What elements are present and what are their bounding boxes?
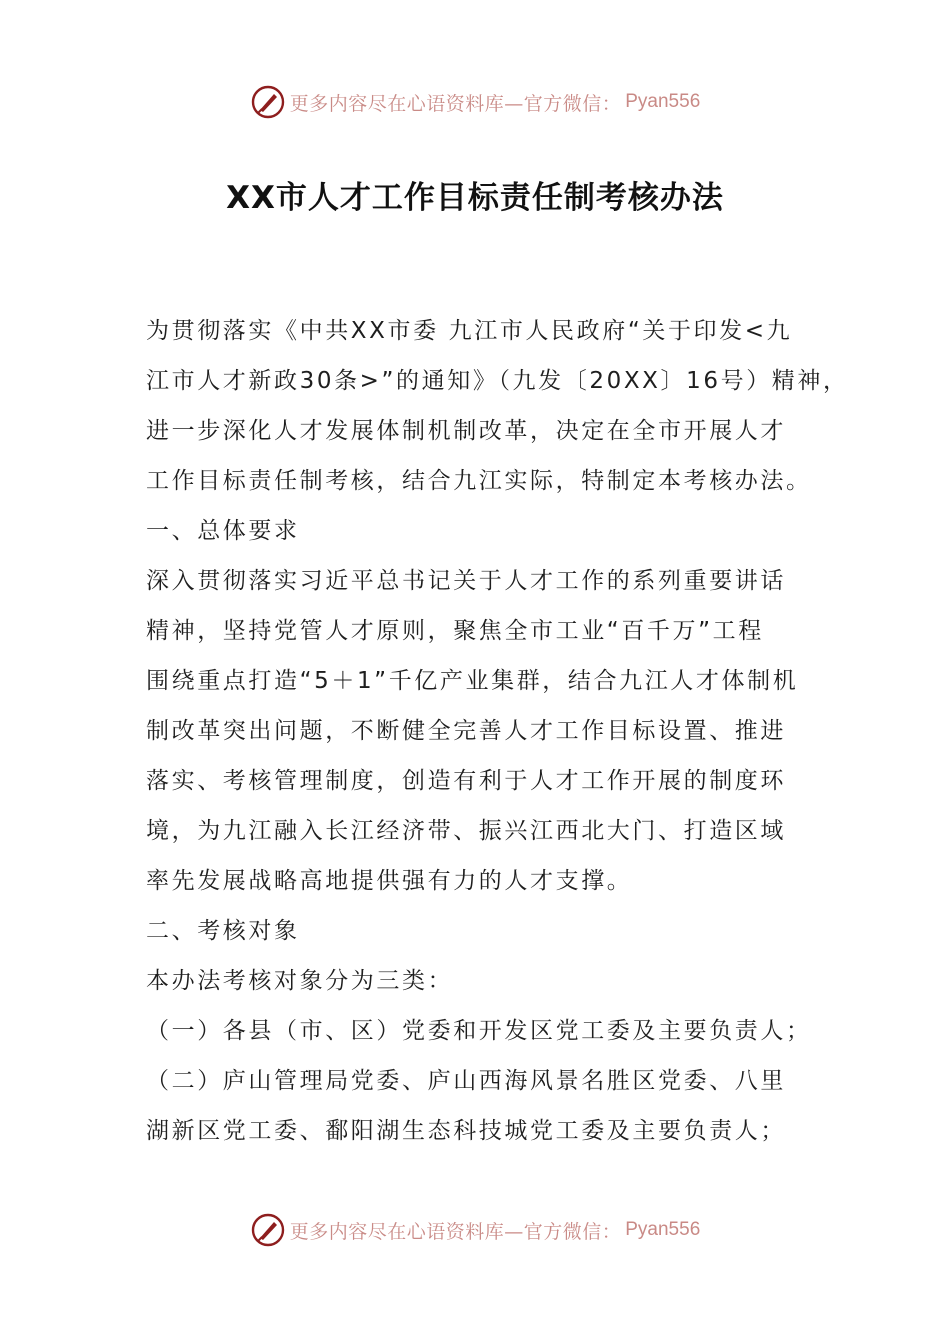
body-line: 进一步深化人才发展体制机制改革，决定在全市开展人才 (146, 418, 786, 444)
section-heading: 一、总体要求 (146, 518, 300, 544)
body-line: 围绕重点打造“5＋1”千亿产业集群，结合九江人才体制机 (146, 668, 799, 694)
list-item: （二）庐山管理局党委、庐山西海风景名胜区党委、八里 (146, 1068, 786, 1094)
document-body (146, 306, 849, 1156)
body-line: 制改革突出问题，不断健全完善人才工作目标设置、推进 (146, 718, 786, 744)
body-line: 精神，坚持党管人才原则，聚焦全市工业“百千万”工程 (146, 618, 764, 644)
quill-pen-logo-icon (250, 84, 286, 120)
quill-pen-logo-icon (250, 1212, 286, 1248)
watermark-banner-bottom (0, 1210, 950, 1250)
section-heading: 二、考核对象 (146, 918, 300, 944)
body-line: 工作目标责任制考核，结合九江实际，特制定本考核办法。 (146, 468, 812, 494)
body-line: 江市人才新政30条>”的通知》（九发〔20XX〕16号）精神， (146, 368, 849, 394)
body-line: 境，为九江融入长江经济带、振兴江西北大门、打造区域 (146, 818, 786, 844)
body-line: 为贯彻落实《中共XX市委 九江市人民政府“关于印发<九 (146, 318, 793, 344)
watermark-wechat-id: Pyan556 (625, 1219, 701, 1240)
body-line: 率先发展战略高地提供强有力的人才支撑。 (146, 868, 633, 894)
list-item: （一）各县（市、区）党委和开发区党工委及主要负责人； (146, 1018, 812, 1044)
watermark-wechat-id: Pyan556 (625, 91, 701, 112)
body-line: 本办法考核对象分为三类： (146, 968, 454, 994)
body-line: 落实、考核管理制度，创造有利于人才工作开展的制度环 (146, 768, 786, 794)
watermark-text: 更多内容尽在心语资料库—官方微信： (289, 1220, 622, 1243)
watermark-text: 更多内容尽在心语资料库—官方微信： (289, 92, 622, 115)
body-line: 深入贯彻落实习近平总书记关于人才工作的系列重要讲话 (146, 568, 786, 594)
body-line: 湖新区党工委、鄱阳湖生态科技城党工委及主要负责人； (146, 1118, 786, 1144)
document-title: XX市人才工作目标责任制考核办法 (226, 180, 724, 216)
watermark-banner-top (0, 82, 950, 122)
